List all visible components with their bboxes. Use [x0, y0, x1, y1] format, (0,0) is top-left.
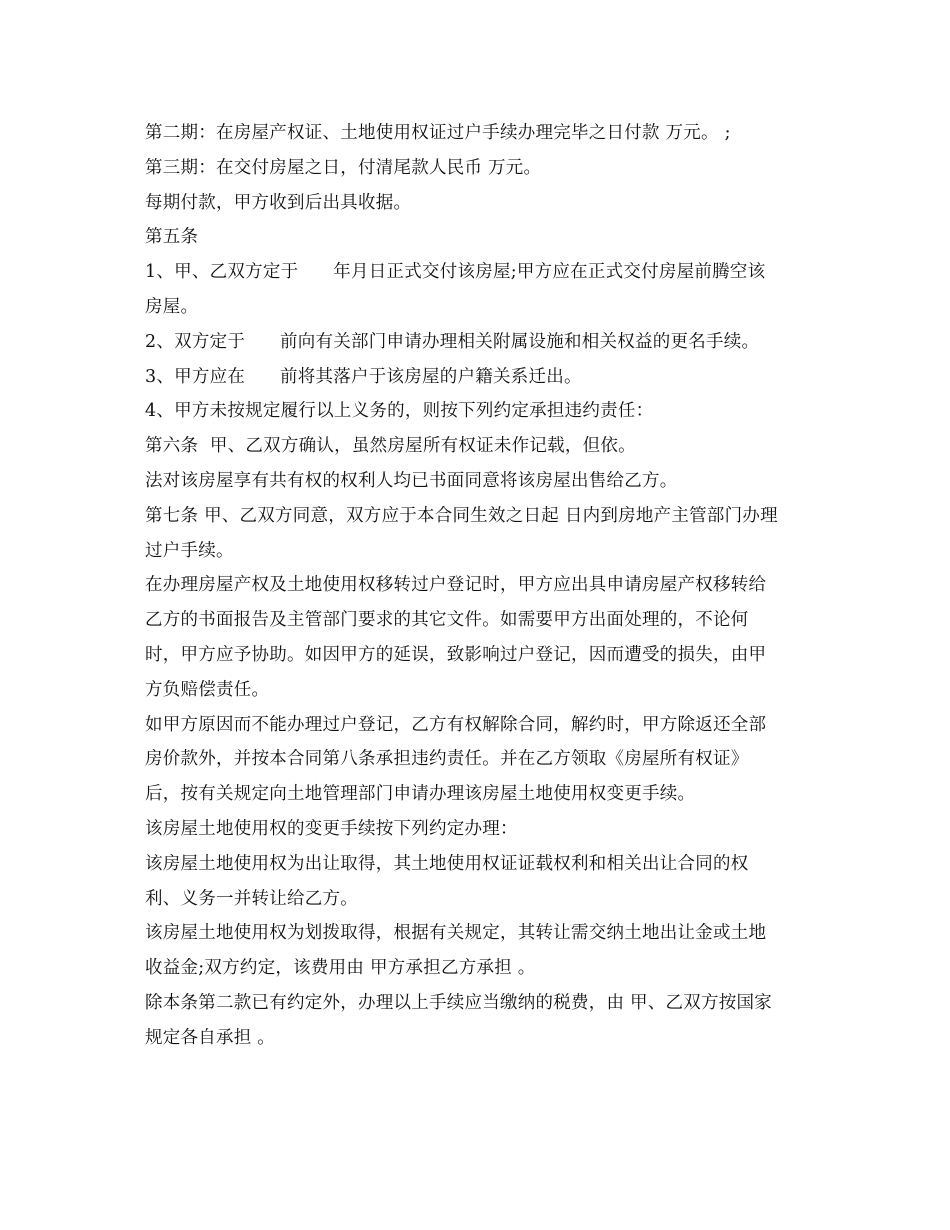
text-line: 该房屋土地使用权为划拨取得，根据有关规定，其转让需交纳土地出让金或土地 — [145, 923, 767, 944]
text-line: 该房屋土地使用权为出让取得，其土地使用权证证载权利和相关出让合同的权 — [145, 853, 749, 874]
text-line: 方负赔偿责任。 — [145, 679, 270, 700]
text-line: 收益金;双方约定，该费用由 甲方承担乙方承担 。 — [145, 958, 536, 979]
text-line: 除本条第二款已有约定外，办理以上手续应当缴纳的税费，由 甲、乙双方按国家 — [145, 992, 773, 1013]
text-line: 过户手续。 — [145, 540, 234, 561]
text-line: 第三期：在交付房屋之日，付清尾款人民币 万元。 — [145, 157, 542, 178]
text-line: 利、义务一并转让给乙方。 — [145, 888, 358, 909]
text-line: 乙方的书面报告及主管部门要求的其它文件。如需要甲方出面处理的，不论何 — [145, 610, 749, 631]
text-line: 法对该房屋享有共有权的权利人均已书面同意将该房屋出售给乙方。 — [145, 470, 678, 491]
text-line: 2、双方定于 前向有关部门申请办理相关附属设施和相关权益的更名手续。 — [145, 331, 760, 352]
text-line: 3、甲方应在 前将其落户于该房屋的户籍关系迁出。 — [145, 366, 582, 387]
text-line: 在办理房屋产权及土地使用权移转过户登记时，甲方应出具申请房屋产权移转给 — [145, 575, 767, 596]
text-line: 4、甲方未按规定履行以上义务的，则按下列约定承担违约责任： — [145, 401, 654, 422]
text-line: 该房屋土地使用权的变更手续按下列约定办理： — [145, 818, 518, 839]
text-line: 规定各自承担 。 — [145, 1027, 276, 1048]
text-line: 第六条 甲、乙双方确认，虽然房屋所有权证未作记载，但依。 — [145, 436, 636, 457]
text-line: 房价款外，并按本合同第八条承担违约责任。并在乙方领取《房屋所有权证》 — [145, 749, 749, 770]
text-line: 时，甲方应予协助。如因甲方的延误，致影响过户登记，因而遭受的损失，由甲 — [145, 644, 767, 665]
text-line: 后，按有关规定向土地管理部门申请办理该房屋土地使用权变更手续。 — [145, 784, 696, 805]
text-line: 第七条 甲、乙双方同意，双方应于本合同生效之日起 日内到房地产主管部门办理 — [145, 505, 778, 526]
text-line: 房屋。 — [145, 296, 199, 317]
text-line: 每期付款，甲方收到后出具收据。 — [145, 192, 412, 213]
text-line: 第二期：在房屋产权证、土地使用权证过户手续办理完毕之日付款 万元。 ; — [145, 123, 731, 143]
text-line: 如甲方原因而不能办理过户登记，乙方有权解除合同，解约时，甲方除返还全部 — [145, 714, 767, 735]
text-line: 1、甲、乙双方定于 年月日正式交付该房屋;甲方应在正式交付房屋前腾空该 — [145, 262, 766, 283]
text-line: 第五条 — [145, 227, 199, 248]
document-body — [145, 118, 825, 1058]
